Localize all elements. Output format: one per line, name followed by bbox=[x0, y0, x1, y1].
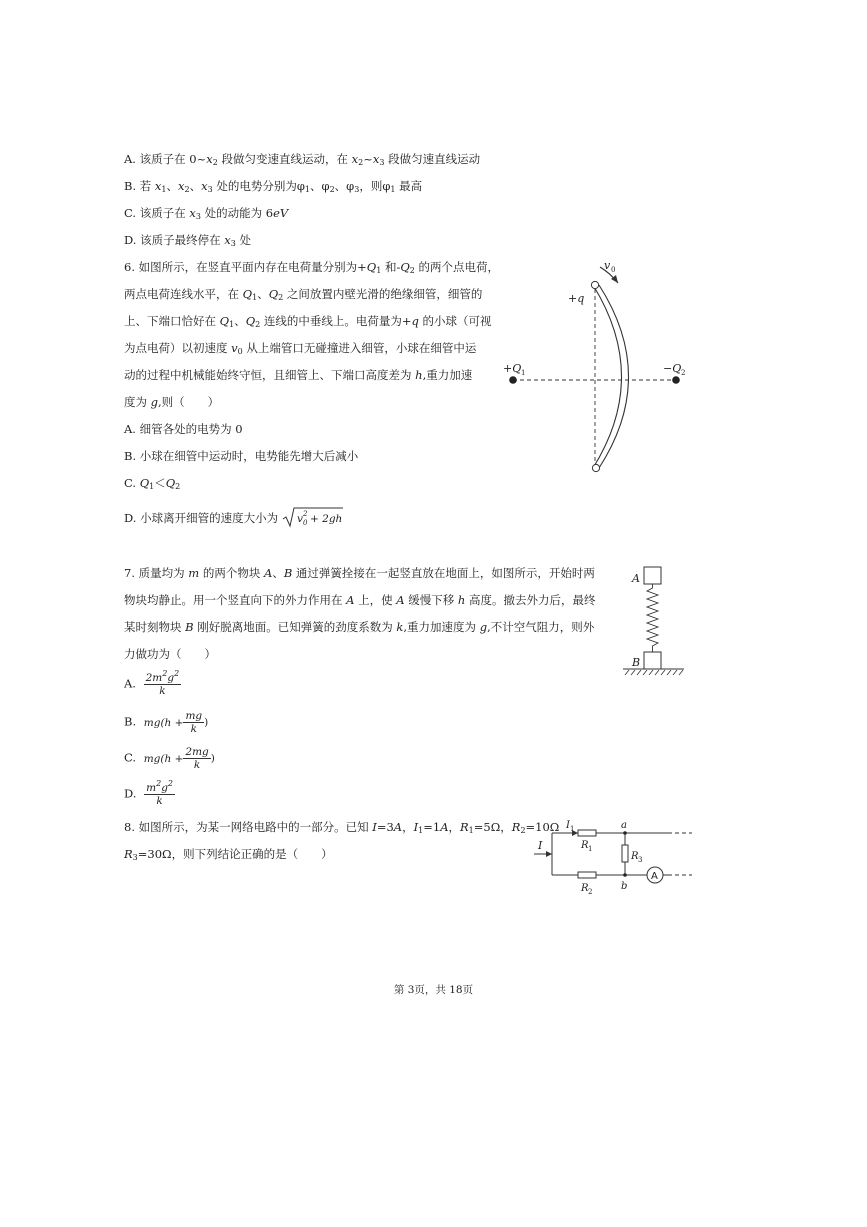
q7-stem-line-3: 某时刻物块 B 刚好脱离地面。已知弹簧的劲度系数为 k,重力加速度为 g,不计空气阻力，则外 bbox=[124, 620, 595, 634]
q7-option-a: A. $\frac{2m^2g^2}{k}$ bbox=[124, 669, 180, 697]
svg-text:1: 1 bbox=[588, 845, 593, 853]
q5-option-d: D. 该质子最终停在 $x_3$ 处 bbox=[124, 233, 252, 248]
q7-option-d-label: D. bbox=[124, 786, 137, 801]
q6-stem-line-6: 度为 g,则（ ） bbox=[124, 395, 220, 409]
q6-option-c: C. $Q_1<Q_2$ bbox=[124, 476, 181, 491]
svg-text:2: 2 bbox=[588, 888, 593, 896]
q6-stem-line-1: 6. 如图所示，在竖直平面内存在电荷量分别为$+Q_1$ 和$-Q_2$ 的两个点电荷， bbox=[124, 260, 500, 275]
svg-text:R: R bbox=[631, 851, 639, 862]
svg-text:0: 0 bbox=[611, 266, 616, 274]
svg-text:B: B bbox=[632, 656, 641, 669]
svg-text:2: 2 bbox=[681, 369, 686, 377]
q8-figure bbox=[520, 812, 695, 897]
q6-sqrt-formula bbox=[282, 506, 344, 532]
q7-option-b: B. mg(h + $\frac{mg}{k}$ ) bbox=[124, 710, 209, 735]
svg-text:+Q: +Q bbox=[503, 362, 522, 375]
q8-stem-line-2: $R_3=30\Omega$，则下列结论正确的是（ ） bbox=[124, 847, 333, 862]
svg-text:A: A bbox=[632, 572, 640, 585]
svg-text:2: 2 bbox=[302, 510, 308, 518]
q6-option-a: A. 细管各处的电势为 0 bbox=[124, 422, 243, 436]
svg-text:v: v bbox=[296, 513, 303, 525]
q6-option-d bbox=[124, 506, 344, 532]
q7-option-b-label: B. bbox=[124, 714, 137, 729]
svg-text:b: b bbox=[621, 881, 628, 892]
svg-text:R: R bbox=[581, 883, 589, 894]
svg-text:+q: +q bbox=[568, 292, 585, 305]
svg-text:3: 3 bbox=[638, 856, 643, 864]
svg-text:1: 1 bbox=[570, 825, 575, 833]
q7-option-a-label: A. bbox=[124, 676, 136, 691]
q7-figure bbox=[620, 560, 690, 680]
page-footer: 第 3页，共 18页 bbox=[393, 984, 474, 996]
q6-option-b: B. 小球在细管中运动时，电势能先增大后减小 bbox=[124, 449, 359, 463]
q6-option-d-text: D. 小球离开细管的速度大小为 bbox=[124, 511, 279, 525]
svg-text:I: I bbox=[566, 820, 570, 831]
svg-text:−Q: −Q bbox=[663, 362, 682, 375]
svg-text:v: v bbox=[604, 259, 611, 272]
q7-option-c-label: C. bbox=[124, 750, 137, 765]
svg-text:a: a bbox=[621, 820, 627, 831]
svg-text:+ 2gh: + 2gh bbox=[309, 513, 343, 525]
q7-stem-line-1: 7. 质量均为 m 的两个物块 A、B 通过弹簧拴接在一起竖直放在地面上，如图所示，开始时两 bbox=[124, 566, 595, 580]
q5-option-b: B. 若 $x_1$、$x_2$、$x_3$ 处的电势分别为$\varphi_1$、$\varphi_2$、$\varphi_3$，则$\varphi_1$ 最高 bbox=[124, 179, 423, 194]
q7-option-c: C. mg(h + $\frac{2mg}{k}$ ) bbox=[124, 746, 215, 771]
q7-stem-line-2: 物块均静止。用一个竖直向下的外力作用在 A 上，使 A 缓慢下移 h 高度。撤去外力后，最终 bbox=[124, 593, 596, 607]
q6-figure bbox=[500, 255, 700, 480]
svg-text:A: A bbox=[651, 871, 658, 882]
q7-stem-line-4: 力做功为（ ） bbox=[124, 647, 216, 661]
q7-option-d: D. $\frac{m^2g^2}{k}$ bbox=[124, 779, 174, 807]
svg-text:I: I bbox=[538, 839, 543, 852]
svg-text:0: 0 bbox=[302, 519, 308, 527]
q6-stem-line-3: 上、下端口恰好在 $Q_1$、$Q_2$ 连线的中垂线上。电荷量为+q 的小球（可视 bbox=[124, 314, 492, 329]
q5-option-a: A. 该质子在 $0\sim x_2$ 段做匀变速直线运动，在 $x_2\sim x_3$ 段做匀速直线运动 bbox=[124, 152, 481, 167]
svg-text:R: R bbox=[581, 840, 589, 851]
q8-stem-line-1: 8. 如图所示，为某一网络电路中的一部分。已知 I=3A，$I_1=1A$，$R_1=5\Omega$，$R_2=10\Omega$ bbox=[124, 820, 560, 835]
q5-option-c: C. 该质子在 $x_3$ 处的动能为 6eV bbox=[124, 206, 289, 221]
svg-text:1: 1 bbox=[521, 369, 526, 377]
q6-stem-line-4: 为点电荷）以初速度 $v_0$ 从上端管口无碰撞进入细管，小球在细管中运 bbox=[124, 341, 477, 356]
q6-stem-line-2: 两点电荷连线水平，在 $Q_1$、$Q_2$ 之间放置内壁光滑的绝缘细管，细管的 bbox=[124, 287, 483, 302]
q6-stem-line-5: 动的过程中机械能始终守恒，且细管上、下端口高度差为 h,重力加速 bbox=[124, 368, 473, 382]
